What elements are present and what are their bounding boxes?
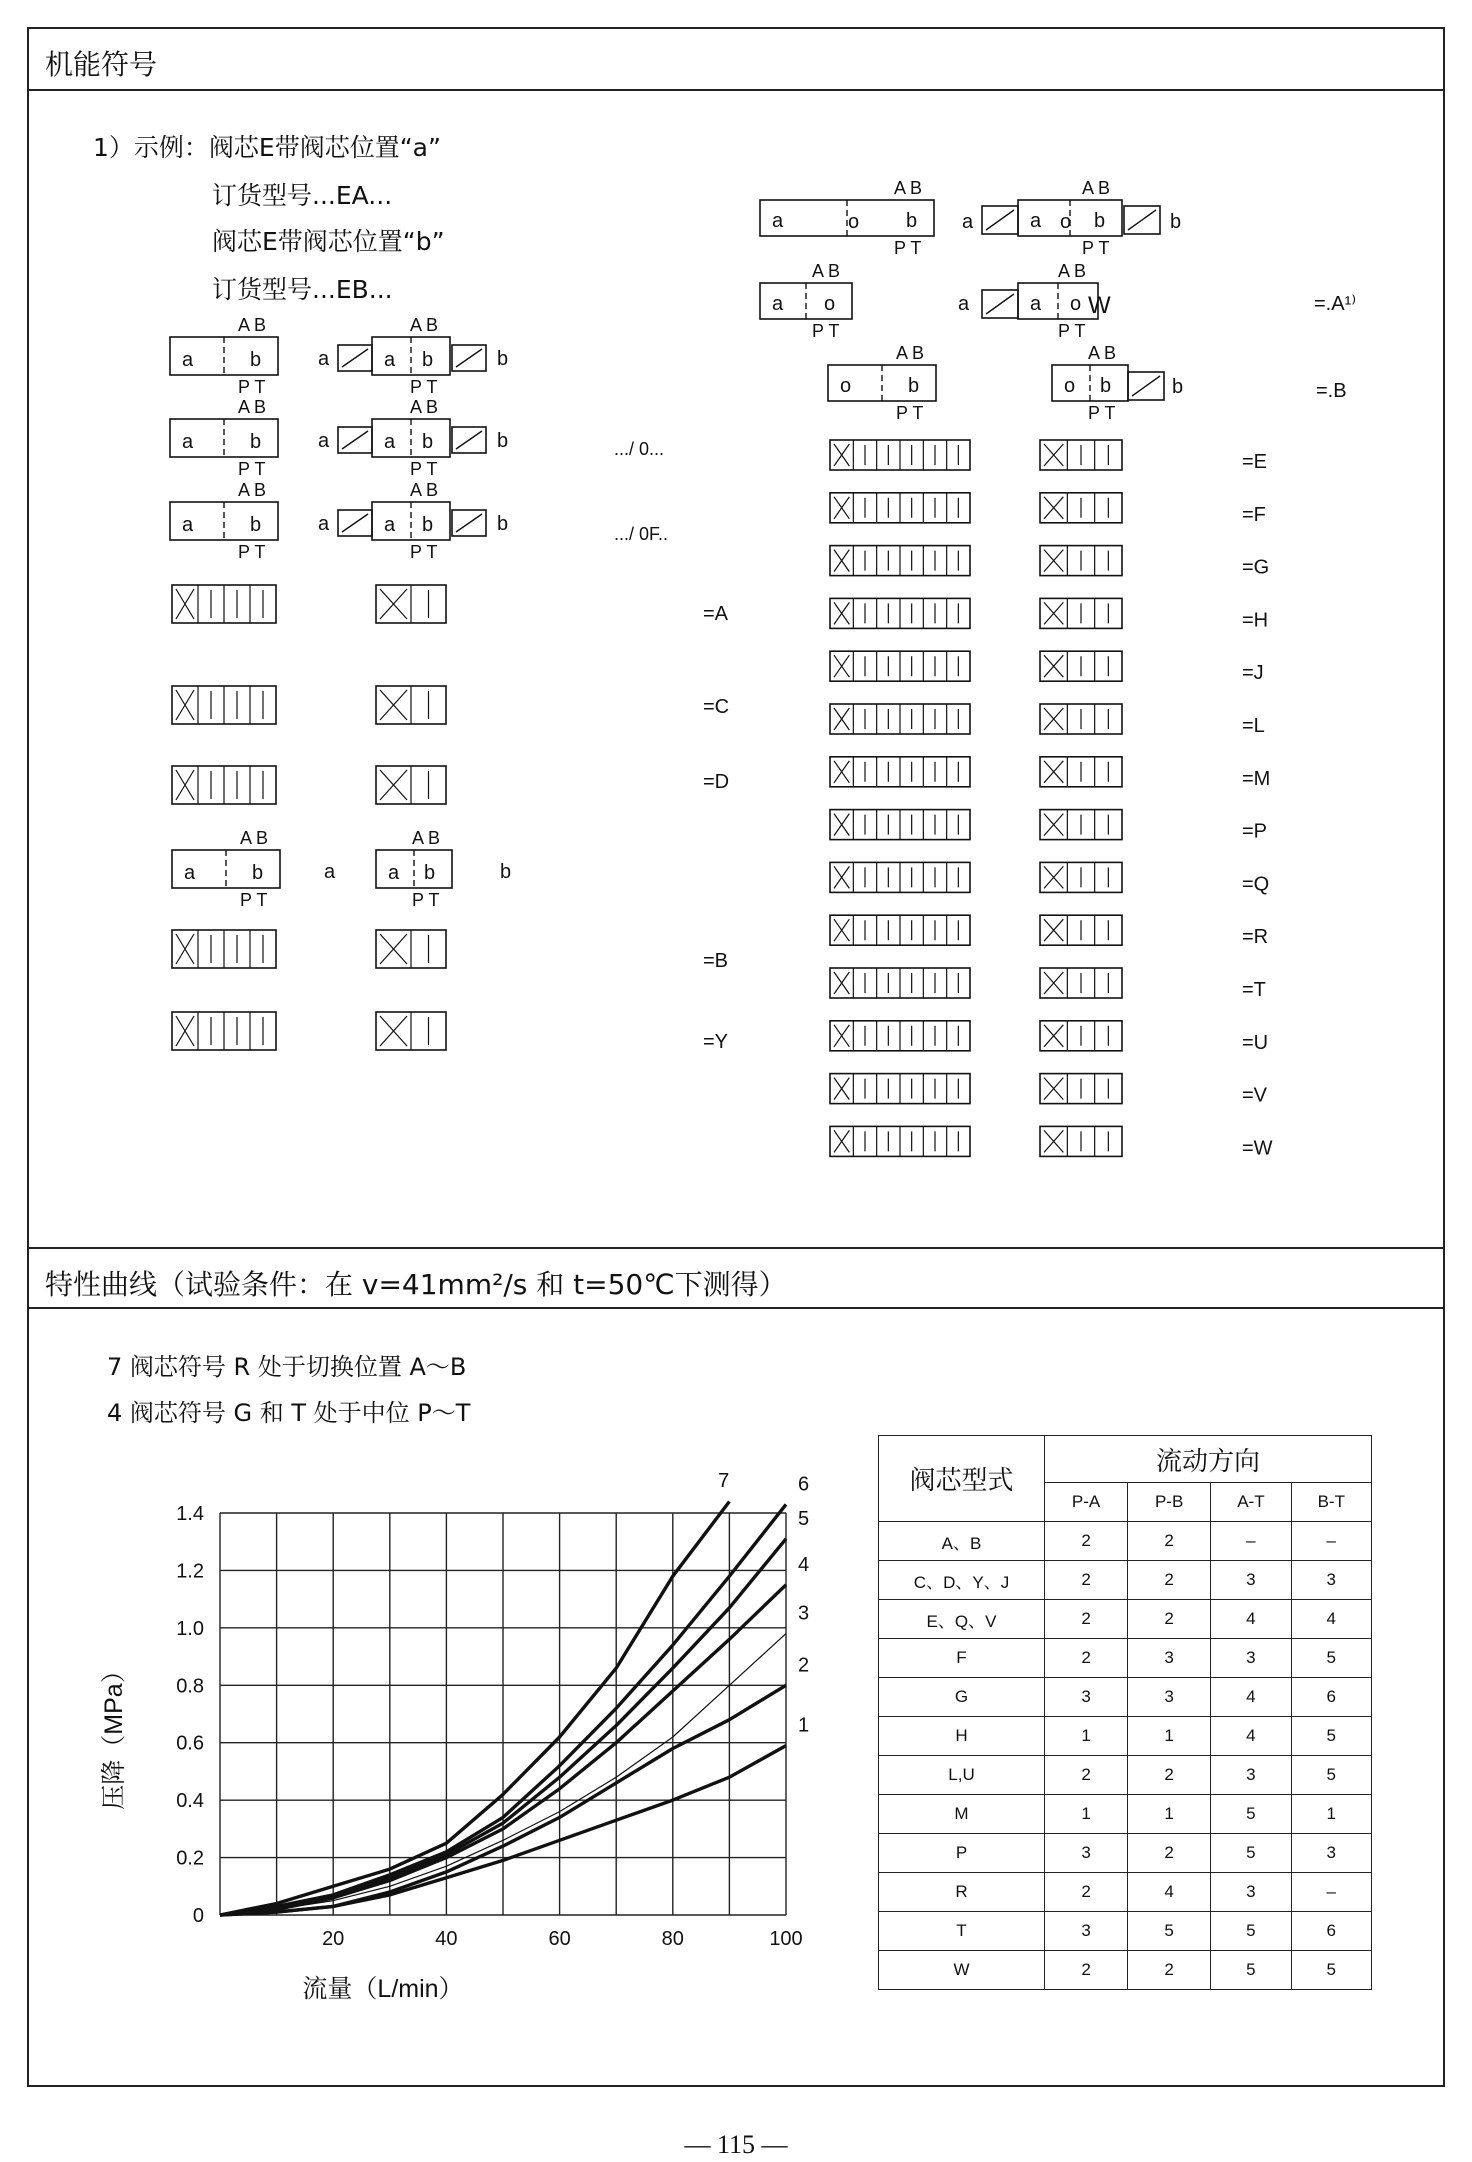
table-row (879, 1678, 1372, 1717)
spool-symbol (1040, 598, 1122, 628)
sub-header: P-A (1045, 1483, 1128, 1522)
flow-value-cell: 5 (1211, 1951, 1291, 1990)
spool-code-label: =Q (1242, 873, 1270, 896)
y-tick-label: 0.2 (176, 1847, 204, 1870)
ports-pt: P T (412, 890, 440, 910)
ports-ab: A B (238, 397, 267, 417)
table-row (879, 1873, 1372, 1912)
ports-ab: A B (412, 828, 441, 848)
spool-code-label: =B (703, 950, 729, 972)
flow-value-cell: 5 (1291, 1756, 1371, 1795)
position-label: b (424, 862, 436, 884)
spool-symbol (172, 766, 276, 804)
table-row (879, 1834, 1372, 1873)
spool-symbol (1040, 1074, 1122, 1104)
example-line-2: 订货型号...EA... (212, 181, 393, 210)
spool-symbol (376, 766, 446, 804)
spool-type-cell: G (879, 1678, 1045, 1717)
spool-symbol (830, 440, 970, 470)
flow-value-cell: 4 (1291, 1600, 1371, 1639)
y-tick-label: 0.6 (176, 1732, 204, 1755)
ports-pt: P T (896, 403, 924, 423)
table-row (879, 1756, 1372, 1795)
spool-symbol (1040, 757, 1122, 787)
ports-pt: P T (1082, 238, 1110, 258)
position-label: a (388, 862, 400, 884)
position-label: b (500, 861, 512, 883)
spool-symbol (376, 1012, 446, 1050)
flow-value-cell: 2 (1128, 1600, 1211, 1639)
flow-value-cell: 2 (1045, 1561, 1128, 1600)
spool-code-label: =U (1242, 1031, 1269, 1054)
position-label: o (848, 211, 860, 233)
spool-code-label: =R (1242, 926, 1269, 949)
flow-value-cell: 3 (1045, 1912, 1128, 1951)
flow-value-cell: 3 (1211, 1873, 1291, 1912)
spool-symbol (830, 546, 970, 576)
position-label: a (384, 431, 396, 453)
position-label: b (422, 431, 434, 453)
spool-symbol (830, 651, 970, 681)
position-label: a (772, 210, 784, 232)
position-label: b (1170, 211, 1182, 233)
table-row (879, 1561, 1372, 1600)
spool-symbol (172, 930, 276, 968)
flow-value-cell: 2 (1128, 1522, 1211, 1561)
spool-code-label: =J (1242, 662, 1264, 685)
flow-value-cell: 3 (1211, 1756, 1291, 1795)
spool-code-label: =G (1242, 556, 1270, 579)
spool-symbol (376, 930, 446, 968)
flow-value-cell: 2 (1128, 1756, 1211, 1795)
y-tick-label: 1.4 (176, 1503, 204, 1525)
ports-ab: A B (410, 315, 439, 335)
spool-symbol (1040, 1126, 1122, 1156)
ports-ab: A B (1082, 178, 1111, 198)
spool-type-cell: C、D、Y、J (879, 1561, 1045, 1600)
spool-symbol (830, 757, 970, 787)
ports-ab: A B (1058, 261, 1087, 281)
position-label: b (1172, 376, 1184, 398)
position-label: b (497, 348, 509, 370)
flow-value-cell: 2 (1045, 1600, 1128, 1639)
position-label: b (497, 430, 509, 452)
position-label: a (1030, 293, 1042, 315)
flow-value-cell: – (1211, 1522, 1291, 1561)
position-label: b (497, 513, 509, 535)
ports-pt: P T (410, 542, 438, 562)
ports-ab: A B (238, 315, 267, 335)
solenoid-diagonal (456, 514, 482, 532)
x-tick-label: 40 (435, 1928, 458, 1950)
flow-value-cell: 4 (1211, 1600, 1291, 1639)
spool-type-cell: P (879, 1834, 1045, 1873)
ports-pt: P T (238, 459, 266, 479)
position-label: o (840, 375, 852, 397)
flow-value-cell: 3 (1291, 1561, 1371, 1600)
series-label-3: 3 (798, 1602, 810, 1625)
flow-value-cell: – (1291, 1873, 1371, 1912)
spool-code-label: =M (1242, 767, 1271, 790)
spool-code-label: =Y (703, 1031, 729, 1053)
spool-code-label: =L (1242, 715, 1265, 737)
sub-header: A-T (1211, 1483, 1291, 1522)
spool-symbol (830, 598, 970, 628)
spool-symbol (1040, 440, 1122, 470)
spool-type-cell: T (879, 1912, 1045, 1951)
position-label: o (1060, 211, 1072, 233)
spool-symbol (830, 915, 970, 945)
ports-pt: P T (410, 459, 438, 479)
solenoid-diagonal (986, 294, 1014, 314)
solenoid-diagonal (456, 349, 482, 367)
ports-ab: A B (410, 397, 439, 417)
table-row (879, 1951, 1372, 1990)
ports-ab: A B (240, 828, 269, 848)
chart-note-7: 7 阀芯符号 R 处于切换位置 A～B (107, 1353, 467, 1381)
solenoid-diagonal (342, 349, 368, 367)
ports-pt: P T (894, 238, 922, 258)
spool-symbol (172, 585, 276, 623)
spool-code-label: =C (703, 696, 730, 718)
spool-type-cell: E、Q、V (879, 1600, 1045, 1639)
y-tick-label: 0 (192, 1905, 204, 1927)
flow-value-cell: 6 (1291, 1912, 1371, 1951)
ports-ab: A B (894, 178, 923, 198)
flow-value-cell: 1 (1128, 1795, 1211, 1834)
flow-value-cell: 1 (1045, 1717, 1128, 1756)
position-label: a (182, 431, 194, 453)
chart-note-4: 4 阀芯符号 G 和 T 处于中位 P～T (107, 1399, 471, 1427)
solenoid-diagonal (1128, 210, 1156, 230)
position-label: a (182, 514, 194, 536)
spool-symbol (172, 1012, 276, 1050)
position-label: b (250, 349, 262, 371)
table-row (879, 1717, 1372, 1756)
spool-symbol (172, 686, 276, 724)
spool-code-label: =H (1242, 609, 1269, 632)
spool-code-label: =F (1242, 503, 1266, 526)
example-line-1: 1）示例：阀芯E带阀芯位置“a” (93, 133, 441, 162)
example-line-4: 订货型号...EB... (212, 275, 393, 304)
position-label: o (824, 293, 836, 315)
y-tick-label: 1.0 (176, 1617, 204, 1640)
section-title-curves: 特性曲线（试验条件：在 v=41mm²/s 和 t=50℃下测得） (29, 1247, 1443, 1309)
table-row (879, 1600, 1372, 1639)
section-title-symbols: 机能符号 (29, 29, 1443, 91)
flow-value-cell: 1 (1045, 1795, 1128, 1834)
position-label: a (318, 348, 330, 370)
series-label-5: 5 (798, 1507, 810, 1530)
sub-header: B-T (1291, 1483, 1371, 1522)
position-label: a (384, 349, 396, 371)
ports-pt: P T (238, 542, 266, 562)
position-label: a (1030, 210, 1042, 232)
spool-symbol (1040, 704, 1122, 734)
position-label: a (958, 293, 970, 315)
ports-ab: A B (1088, 343, 1117, 363)
series-label-6: 6 (798, 1473, 810, 1496)
flow-value-cell: 2 (1128, 1561, 1211, 1600)
spool-code-label: =P (1242, 820, 1268, 843)
y-tick-label: 1.2 (176, 1560, 204, 1583)
series-label-2: 2 (798, 1654, 810, 1677)
pressure-drop-chart (80, 1440, 860, 2100)
flow-value-cell: 1 (1128, 1717, 1211, 1756)
flow-value-cell: 2 (1045, 1873, 1128, 1912)
position-label: a (184, 862, 196, 884)
spool-code-label: =E (1242, 451, 1268, 473)
spool-type-cell: A、B (879, 1522, 1045, 1561)
position-label: a (318, 513, 330, 535)
x-axis-label: 流量（L/min） (302, 1975, 464, 2003)
flow-value-cell: 4 (1211, 1717, 1291, 1756)
ports-ab: A B (410, 480, 439, 500)
solenoid-diagonal (986, 210, 1014, 230)
position-label: b (252, 862, 264, 884)
flow-value-cell: 5 (1211, 1912, 1291, 1951)
page-number: — 115 — (684, 2130, 788, 2159)
flow-value-cell: 2 (1128, 1951, 1211, 1990)
x-tick-label: 100 (769, 1928, 803, 1950)
flow-value-cell: 3 (1211, 1561, 1291, 1600)
x-tick-label: 20 (322, 1928, 345, 1950)
ports-pt: P T (410, 377, 438, 397)
ports-ab: A B (812, 261, 841, 281)
spool-symbol (830, 1074, 970, 1104)
flow-value-cell: 5 (1128, 1912, 1211, 1951)
spool-symbol (376, 686, 446, 724)
ports-ab: A B (896, 343, 925, 363)
y-tick-label: 0.4 (176, 1790, 204, 1813)
flow-value-cell: 5 (1211, 1834, 1291, 1873)
flow-value-cell: 3 (1045, 1678, 1128, 1717)
position-label: a (324, 861, 336, 883)
spool-symbol (1040, 493, 1122, 523)
position-label: b (908, 375, 920, 397)
table-row (879, 1795, 1372, 1834)
flow-value-cell: 2 (1045, 1951, 1128, 1990)
spool-symbol (1040, 862, 1122, 892)
position-label: o (1070, 293, 1082, 315)
ports-pt: P T (238, 377, 266, 397)
ports-ab: A B (238, 480, 267, 500)
spool-symbol (830, 704, 970, 734)
series-label-1: 1 (798, 1714, 810, 1737)
ports-pt: P T (1058, 321, 1086, 341)
ports-pt: P T (812, 321, 840, 341)
flow-value-cell: 5 (1291, 1951, 1371, 1990)
position-label: a (384, 514, 396, 536)
solenoid-diagonal (456, 431, 482, 449)
flow-value-cell: 3 (1291, 1834, 1371, 1873)
position-label: b (250, 431, 262, 453)
position-label: a (182, 349, 194, 371)
spool-type-cell: F (879, 1639, 1045, 1678)
position-label: a (318, 430, 330, 452)
spool-type-cell: W (879, 1951, 1045, 1990)
spool-type-cell: R (879, 1873, 1045, 1912)
position-label: b (1100, 375, 1112, 397)
spool-symbol (830, 968, 970, 998)
flow-value-cell: 5 (1291, 1717, 1371, 1756)
solenoid-diagonal (342, 514, 368, 532)
spool-symbol (830, 493, 970, 523)
solenoid-diagonal (342, 431, 368, 449)
position-label: b (422, 349, 434, 371)
flow-value-cell: 4 (1211, 1678, 1291, 1717)
spool-symbol (1040, 546, 1122, 576)
spool-symbol (830, 1126, 970, 1156)
spool-code-label: =W (1242, 1137, 1273, 1160)
spool-type-cell: L,U (879, 1756, 1045, 1795)
flow-value-cell: 3 (1128, 1639, 1211, 1678)
spool-code-label: =V (1242, 1084, 1268, 1107)
x-tick-label: 60 (548, 1928, 571, 1950)
slash-0f-label: .../ 0F.. (614, 524, 669, 544)
flow-value-cell: – (1291, 1522, 1371, 1561)
position-label: b (250, 514, 262, 536)
table-row (879, 1522, 1372, 1561)
sub-header: P-B (1128, 1483, 1211, 1522)
spool-code-label: =T (1242, 979, 1266, 1001)
example-line-3: 阀芯E带阀芯位置“b” (212, 227, 445, 256)
spool-symbol (1040, 810, 1122, 840)
flow-value-cell: 2 (1045, 1522, 1128, 1561)
position-label: a (962, 211, 974, 233)
flow-value-cell: 6 (1291, 1678, 1371, 1717)
spool-symbol (830, 1021, 970, 1051)
flow-value-cell: 4 (1128, 1873, 1211, 1912)
series-label-4: 4 (798, 1553, 810, 1576)
position-label: b (422, 514, 434, 536)
spring-label: W (1088, 292, 1111, 319)
spool-symbol (830, 862, 970, 892)
position-label: o (1064, 375, 1076, 397)
col-header-flow-direction: 流动方向 (1045, 1436, 1372, 1483)
spool-type-cell: M (879, 1795, 1045, 1834)
flow-direction-table (878, 1435, 1372, 1990)
position-label: a (772, 293, 784, 315)
flow-value-cell: 5 (1291, 1639, 1371, 1678)
x-tick-label: 80 (661, 1928, 684, 1950)
ports-pt: P T (1088, 403, 1116, 423)
flow-value-cell: 5 (1211, 1795, 1291, 1834)
spool-symbol (1040, 968, 1122, 998)
flow-value-cell: 1 (1291, 1795, 1371, 1834)
spool-symbol (1040, 1021, 1122, 1051)
spool-symbol (1040, 651, 1122, 681)
y-tick-label: 0.8 (176, 1675, 204, 1698)
spool-symbol (376, 585, 446, 623)
position-label: b (1094, 210, 1106, 232)
spool-type-cell: H (879, 1717, 1045, 1756)
spool-code-label: =A (703, 603, 729, 625)
flow-value-cell: 2 (1045, 1639, 1128, 1678)
spool-code-label: =.B (1316, 380, 1347, 402)
col-header-spool-type: 阀芯型式 (879, 1436, 1045, 1522)
position-label: b (906, 210, 918, 232)
spool-symbol (1040, 915, 1122, 945)
flow-value-cell: 3 (1045, 1834, 1128, 1873)
spool-symbol (830, 810, 970, 840)
ports-pt: P T (240, 890, 268, 910)
table-row (879, 1639, 1372, 1678)
series-label-7: 7 (718, 1470, 730, 1492)
flow-value-cell: 3 (1211, 1639, 1291, 1678)
spool-code-label: =.A¹⁾ (1314, 293, 1357, 315)
table-row (879, 1912, 1372, 1951)
y-axis-label: 压降（MPa） (100, 1658, 128, 1810)
slash-0-label: .../ 0... (614, 439, 665, 459)
flow-value-cell: 3 (1128, 1678, 1211, 1717)
spool-code-label: =D (703, 771, 730, 793)
flow-value-cell: 2 (1128, 1834, 1211, 1873)
flow-value-cell: 2 (1045, 1756, 1128, 1795)
solenoid-diagonal (1132, 376, 1160, 396)
